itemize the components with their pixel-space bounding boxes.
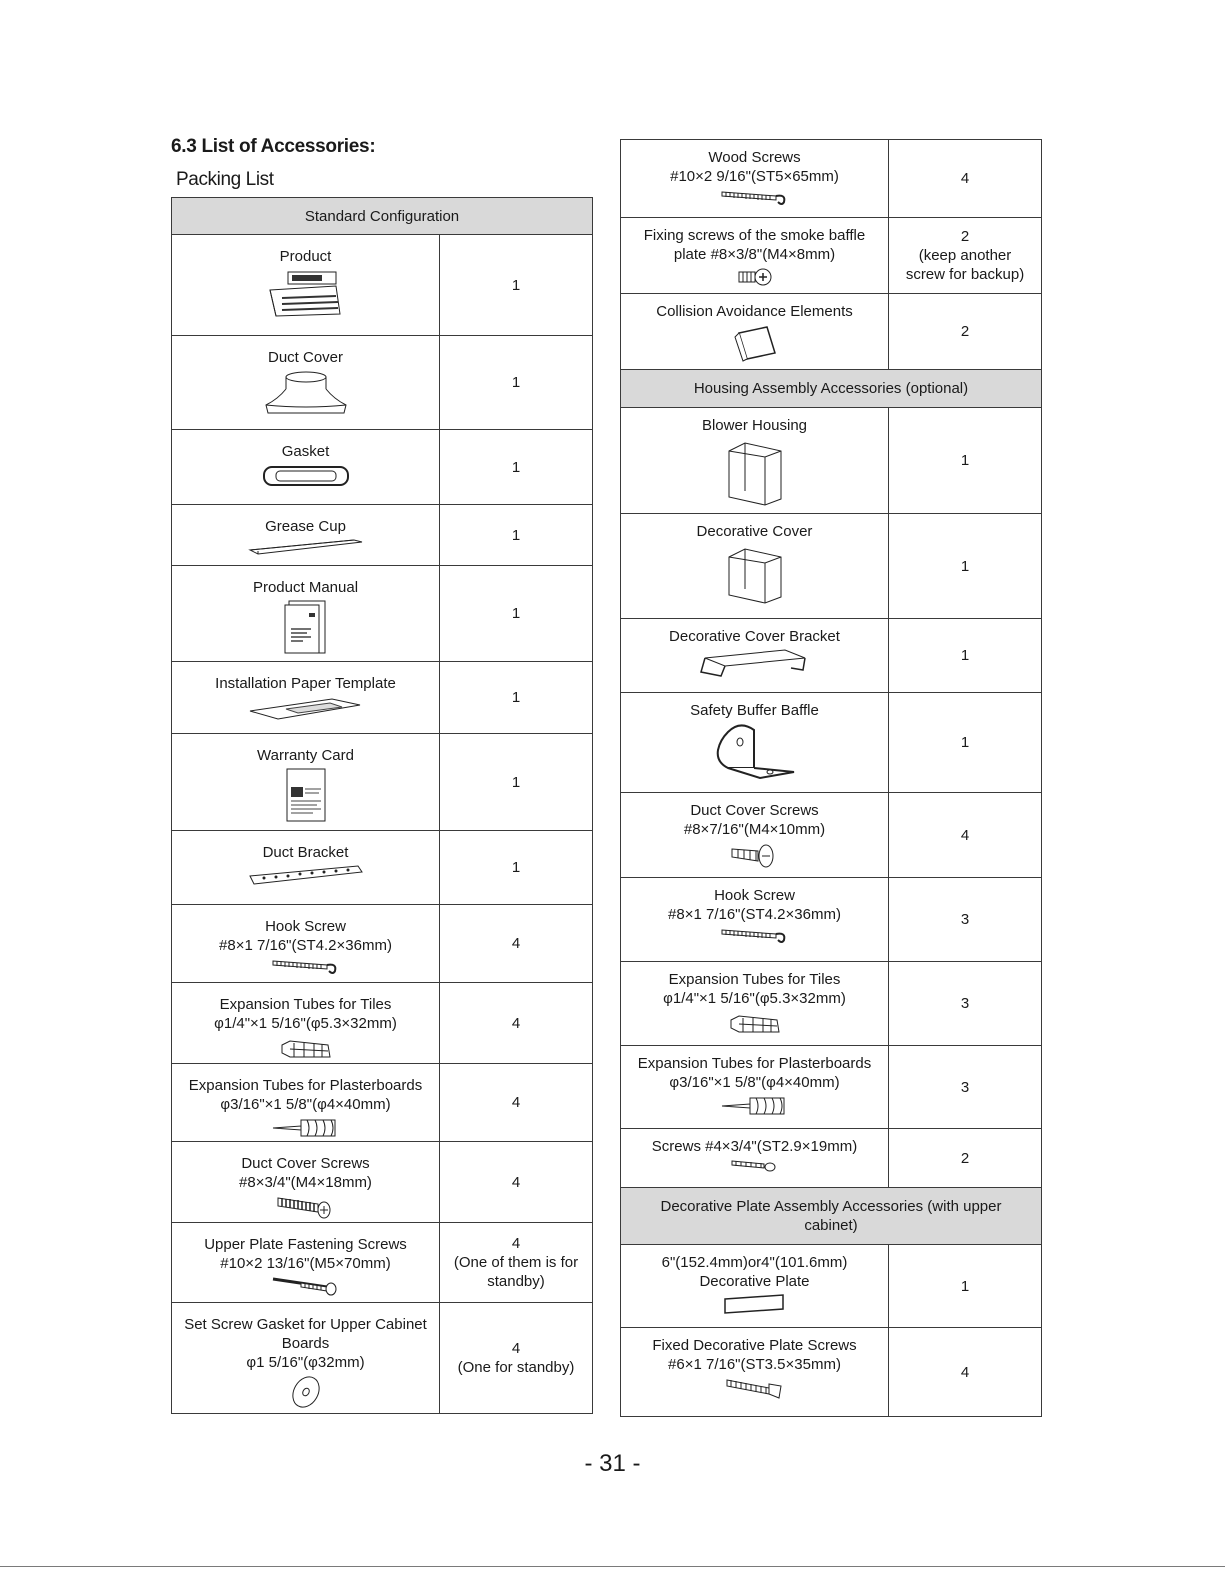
item-quantity: 1 <box>440 662 593 734</box>
item-cell <box>621 962 889 1046</box>
item-name: Set Screw Gasket for Upper Cabinet Boards φ1 5/16"(φ32mm) <box>184 1316 427 1371</box>
wood-screw-icon <box>720 188 790 206</box>
item-cell <box>172 235 440 336</box>
item-name: Blower Housing <box>701 417 808 434</box>
item-name: Decorative Cover <box>696 523 813 540</box>
item-name: Product Manual <box>252 579 359 596</box>
item-cell <box>621 793 889 878</box>
table-row <box>172 566 593 662</box>
item-name: Decorative Cover Bracket <box>669 628 840 645</box>
table-row <box>172 662 593 734</box>
table-row <box>621 1245 1042 1328</box>
item-name: Duct Cover Screws #8×3/4"(M4×18mm) <box>239 1155 372 1191</box>
item-quantity: 4 (One for standby) <box>440 1303 593 1414</box>
machine-screw-icon <box>276 1194 336 1220</box>
bracket-icon <box>246 864 366 886</box>
item-quantity: 1 <box>889 514 1042 619</box>
anchor-icon <box>278 1035 334 1063</box>
table-row <box>172 1142 593 1223</box>
item-quantity: 1 <box>440 734 593 831</box>
packing-list-subheading: Packing List <box>176 169 274 190</box>
table-row <box>621 1328 1042 1417</box>
table-row <box>172 905 593 983</box>
drywall-anchor-icon <box>271 1116 341 1140</box>
table-row <box>621 408 1042 514</box>
hook-screw-icon <box>271 957 341 975</box>
item-name: Wood Screws #10×2 9/16"(ST5×65mm) <box>670 149 839 185</box>
table-row <box>621 1046 1042 1129</box>
item-name: Grease Cup <box>265 518 346 535</box>
item-name: Expansion Tubes for Plasterboards φ3/16"×1 5/8"(φ4×40mm) <box>637 1055 872 1091</box>
small-screw-icon <box>730 1158 780 1172</box>
duct-cover-icon <box>258 369 354 419</box>
table-row <box>621 878 1042 962</box>
item-quantity: 1 <box>440 235 593 336</box>
item-name: Warranty Card <box>257 747 354 764</box>
item-cell <box>172 662 440 734</box>
table-row <box>621 619 1042 693</box>
table-row <box>621 962 1042 1046</box>
item-cell <box>621 514 889 619</box>
item-cell <box>172 905 440 983</box>
item-cell <box>172 430 440 505</box>
item-quantity: 2 <box>889 1129 1042 1188</box>
item-cell <box>621 140 889 218</box>
item-quantity: 3 <box>889 962 1042 1046</box>
hook-screw-icon <box>720 926 790 944</box>
item-quantity: 4 <box>889 140 1042 218</box>
item-cell <box>621 619 889 693</box>
item-quantity: 4 <box>440 905 593 983</box>
screw-icon <box>730 841 780 869</box>
manual-icon <box>283 599 329 655</box>
item-name: 6"(152.4mm)or4"(101.6mm) Decorative Plate <box>661 1254 848 1290</box>
item-cell <box>172 505 440 566</box>
drywall-anchor-icon <box>720 1094 790 1118</box>
table-row <box>621 218 1042 294</box>
item-cell <box>621 1129 889 1188</box>
table-row <box>172 1303 593 1414</box>
table-row <box>621 693 1042 793</box>
item-cell <box>172 1303 440 1414</box>
item-quantity: 1 <box>440 336 593 430</box>
item-cell <box>172 983 440 1064</box>
item-name: Fixed Decorative Plate Screws #6×1 7/16"(ST3.5×35mm) <box>652 1337 857 1373</box>
item-quantity: 3 <box>889 878 1042 962</box>
item-name: Collision Avoidance Elements <box>656 303 853 320</box>
section-heading: 6.3 List of Accessories: <box>171 136 376 157</box>
item-quantity: 4 (One of them is for standby) <box>440 1223 593 1303</box>
item-quantity: 1 <box>889 408 1042 514</box>
housing-accessories-table <box>620 139 1042 1417</box>
housing-icon <box>723 437 787 507</box>
item-cell <box>172 1064 440 1142</box>
item-cell <box>172 831 440 905</box>
item-quantity: 1 <box>440 505 593 566</box>
baffle-icon <box>710 722 800 782</box>
table-row <box>172 505 593 566</box>
grease-cup-icon <box>246 538 366 556</box>
item-cell <box>621 294 889 370</box>
cover-bracket-icon <box>695 648 815 678</box>
item-quantity: 4 <box>889 1328 1042 1417</box>
table-row <box>172 235 593 336</box>
item-name: Screws #4×3/4"(ST2.9×19mm) <box>651 1138 858 1155</box>
anchor-icon <box>727 1010 783 1038</box>
table-row <box>621 1129 1042 1188</box>
table-row <box>172 983 593 1064</box>
item-name: Gasket <box>281 443 330 460</box>
washer-icon <box>286 1374 326 1410</box>
item-name: Expansion Tubes for Plasterboards φ3/16"×1 5/8"(φ4×40mm) <box>188 1077 423 1113</box>
plate-icon <box>723 1293 787 1315</box>
item-name: Installation Paper Template <box>215 675 396 692</box>
item-cell <box>621 878 889 962</box>
item-quantity: 4 <box>440 1064 593 1142</box>
item-name: Fixing screws of the smoke baffle plate #8×3/8"(M4×8mm) <box>643 227 866 263</box>
item-quantity: 4 <box>440 1142 593 1223</box>
table-row <box>172 1064 593 1142</box>
item-cell <box>621 1245 889 1328</box>
item-name: Hook Screw #8×1 7/16"(ST4.2×36mm) <box>668 887 841 923</box>
table-row <box>621 140 1042 218</box>
footer-divider <box>0 1566 1225 1567</box>
gasket-icon <box>258 463 354 489</box>
item-quantity: 2 (keep another screw for backup) <box>889 218 1042 294</box>
item-cell <box>172 336 440 430</box>
item-quantity: 1 <box>889 619 1042 693</box>
item-name: Hook Screw #8×1 7/16"(ST4.2×36mm) <box>219 918 392 954</box>
long-screw-icon <box>271 1275 341 1297</box>
flat-screw-icon <box>725 1376 785 1400</box>
table-row <box>172 336 593 430</box>
item-quantity: 4 <box>440 983 593 1064</box>
item-cell <box>621 693 889 793</box>
standard-configuration-table <box>171 197 593 1414</box>
table-row <box>621 294 1042 370</box>
item-name: Duct Cover <box>267 349 344 366</box>
item-name: Expansion Tubes for Tiles φ1/4"×1 5/16"(φ5.3×32mm) <box>663 971 846 1007</box>
item-quantity: 1 <box>889 693 1042 793</box>
item-cell <box>172 1223 440 1303</box>
range-hood-icon <box>266 268 346 320</box>
short-screw-icon <box>735 266 775 288</box>
page-number: - 31 - <box>584 1450 641 1477</box>
section-header: Housing Assembly Accessories (optional) <box>621 370 1042 408</box>
item-name: Upper Plate Fastening Screws #10×2 13/16"(M5×70mm) <box>204 1236 407 1272</box>
table-row <box>172 1223 593 1303</box>
item-quantity: 4 <box>889 793 1042 878</box>
section-header: Standard Configuration <box>172 198 593 235</box>
table-row <box>172 430 593 505</box>
item-cell <box>172 1142 440 1223</box>
item-quantity: 3 <box>889 1046 1042 1129</box>
item-quantity: 1 <box>440 566 593 662</box>
item-name: Expansion Tubes for Tiles φ1/4"×1 5/16"(φ5.3×32mm) <box>214 996 397 1032</box>
table-row <box>172 734 593 831</box>
bumper-icon <box>731 323 779 363</box>
item-quantity: 2 <box>889 294 1042 370</box>
item-cell <box>621 218 889 294</box>
item-cell <box>172 734 440 831</box>
table-row <box>172 831 593 905</box>
cover-icon <box>723 543 787 605</box>
card-icon <box>285 767 327 823</box>
item-quantity: 1 <box>889 1245 1042 1328</box>
item-name: Product <box>279 248 332 265</box>
item-name: Safety Buffer Baffle <box>690 702 819 719</box>
item-cell <box>172 566 440 662</box>
item-quantity: 1 <box>440 831 593 905</box>
item-quantity: 1 <box>440 430 593 505</box>
item-cell <box>621 1328 889 1417</box>
table-row <box>621 793 1042 878</box>
item-name: Duct Bracket <box>262 844 349 861</box>
table-row <box>621 514 1042 619</box>
item-cell <box>621 1046 889 1129</box>
item-cell <box>621 408 889 514</box>
template-icon <box>246 695 366 721</box>
section-header: Decorative Plate Assembly Accessories (with upper cabinet) <box>621 1188 1042 1245</box>
item-name: Duct Cover Screws #8×7/16"(M4×10mm) <box>683 802 826 838</box>
